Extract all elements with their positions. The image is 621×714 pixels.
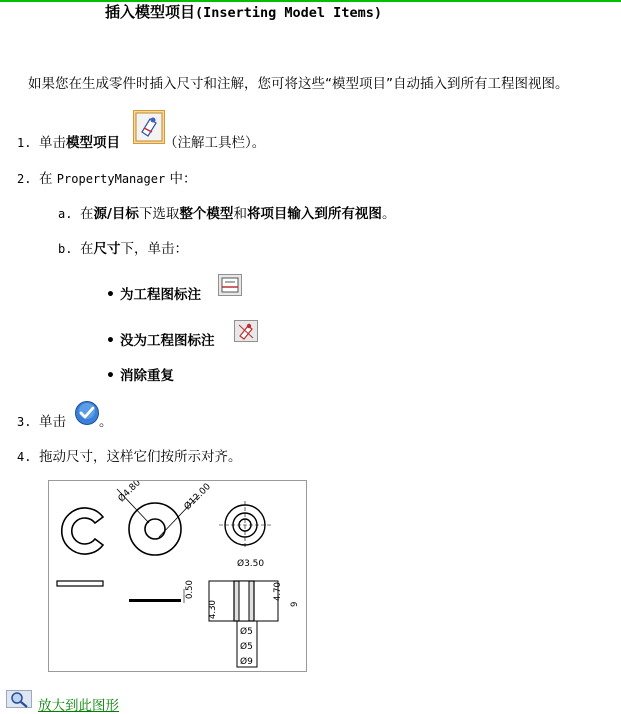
model-items-label: 模型项目 [66, 135, 120, 151]
step-text-post: 。 [99, 414, 113, 430]
mark-for-drawing-button[interactable] [218, 274, 242, 300]
substep-text-post: 下，单击： [120, 241, 188, 257]
step-4 [17, 445, 242, 465]
step-text-post: （注解工具栏）。 [164, 135, 266, 151]
bullet-dot: • [106, 368, 115, 384]
step-text: 单击 [39, 135, 66, 151]
substep-text: 在 [80, 241, 94, 257]
source-target-label: 源/目标 [93, 206, 139, 222]
dim-430: 4.30 [208, 600, 218, 619]
bullet-text: 为工程图标注 [120, 287, 201, 303]
bullet-not-marked-for-drawing [106, 329, 215, 349]
dim-d-small: Ø4.80 [116, 481, 143, 505]
dimensions-label: 尺寸 [93, 241, 121, 257]
bullet-text: 消除重复 [120, 368, 174, 384]
washer-edge-view [129, 599, 181, 602]
step-number: 1. [17, 136, 32, 150]
bullet-eliminate-duplicates [106, 364, 174, 384]
model-items-button[interactable] [133, 110, 165, 148]
drawing-svg [49, 481, 306, 671]
substep-a [58, 202, 395, 222]
zoom-button[interactable] [6, 690, 32, 712]
ok-checkmark-icon [74, 400, 100, 426]
entire-model-label: 整个模型 [179, 206, 234, 222]
ok-button[interactable] [74, 400, 100, 430]
not-marked-for-drawing-icon [234, 320, 258, 342]
ring-edge-view [57, 581, 103, 586]
title-zh: 插入模型项目 [105, 3, 196, 21]
bullet-dot: • [106, 287, 115, 303]
dim-d-top: Ø3.50 [237, 559, 265, 569]
import-all-views-label: 将项目输入到所有视图 [246, 206, 382, 222]
nut-section-bore [239, 581, 249, 621]
zoom-to-graphic-link[interactable]: 放大到此图形 [38, 698, 119, 714]
c-ring-view [62, 508, 103, 554]
substep-label: b. [58, 242, 73, 256]
step-text: 在 [39, 171, 57, 187]
step-number: 4. [17, 450, 32, 464]
magnifier-icon [6, 690, 32, 708]
washer-outer-circle [129, 503, 181, 555]
dim-d5-b: Ø5 [240, 642, 253, 652]
not-marked-for-drawing-button[interactable] [234, 320, 258, 346]
bullet-text: 没为工程图标注 [120, 333, 215, 349]
substep-label: a. [58, 207, 73, 221]
page-title [105, 1, 382, 22]
dim-d-large: Ø12.00 [182, 481, 213, 513]
model-items-icon [133, 110, 165, 144]
dim-050: 0.50 [185, 580, 195, 599]
dim-9: 9 [290, 601, 300, 607]
step-text: 拖动尺寸，这样它们按所示对齐。 [39, 449, 242, 465]
step-number: 2. [17, 172, 32, 186]
property-manager-label: PropertyManager [56, 172, 166, 186]
bullet-dot: • [106, 333, 115, 349]
intro-paragraph: 如果您在生成零件时插入尺寸和注解，您可将这些“模型项目”自动插入到所有工程图视图。 [28, 76, 569, 92]
dim-d9: Ø9 [240, 657, 253, 667]
title-en: (Inserting Model Items) [195, 5, 382, 21]
engineering-drawing-figure [48, 480, 307, 672]
step-text: 单击 [39, 414, 66, 430]
substep-text-post: 。 [381, 206, 396, 222]
step-text-post: 中： [165, 171, 197, 187]
step-number: 3. [17, 415, 32, 429]
bullet-mark-for-drawing [106, 283, 201, 303]
substep-text-mid2: 和 [233, 206, 247, 222]
mark-for-drawing-icon [218, 274, 242, 296]
substep-text: 在 [80, 206, 94, 222]
substep-b [58, 237, 188, 257]
substep-text-mid1: 下选取 [138, 206, 180, 222]
dim-d5-a: Ø5 [240, 627, 253, 637]
step-2 [17, 167, 196, 187]
dim-470: 4.70 [273, 582, 283, 601]
